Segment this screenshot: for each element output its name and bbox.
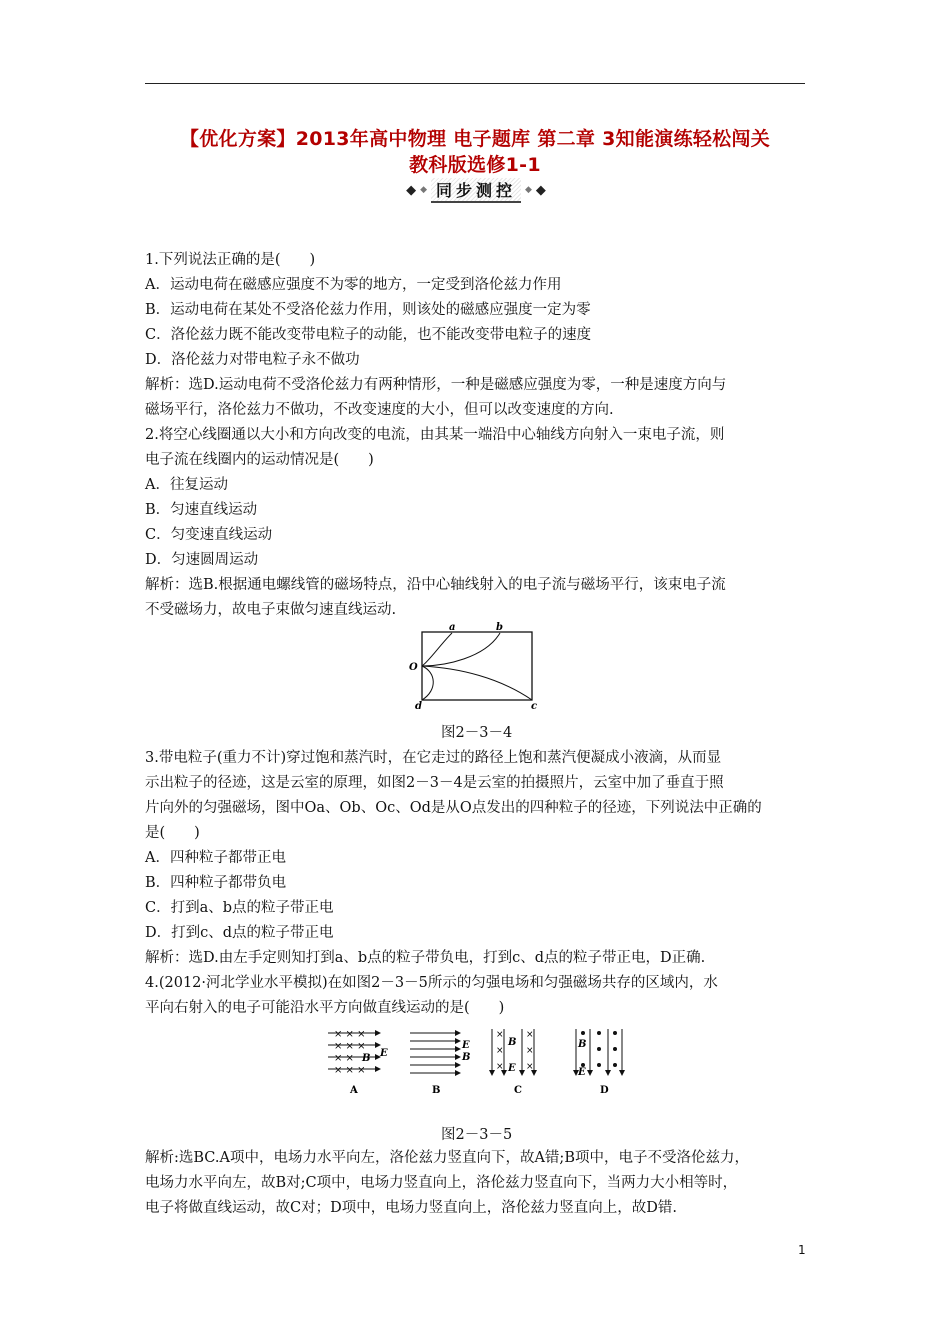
q1-option-b: B．运动电荷在某处不受洛伦兹力作用，则该处的磁感应强度一定为零 bbox=[145, 302, 591, 318]
page-number: 1 bbox=[798, 1243, 806, 1257]
q2-option-d: D．匀速圆周运动 bbox=[145, 552, 259, 568]
diamond-icon: ◆ bbox=[420, 185, 427, 195]
svg-text:× × ×: × × × bbox=[334, 1029, 366, 1040]
q1-option-a: A．运动电荷在磁感应强度不为零的地方，一定受到洛伦兹力作用 bbox=[145, 277, 562, 293]
figure-field-panels bbox=[320, 1025, 640, 1103]
track-oc bbox=[422, 666, 532, 700]
q4-analysis-cont2: 电子将做直线运动，故C对；D项中，电场力竖直向上，洛伦兹力竖直向上，故D错. bbox=[145, 1200, 677, 1216]
q3-analysis: 解析：选D.由左手定则知打到a、b点的粒子带负电，打到c、d点的粒子带正电，D正确. bbox=[145, 950, 706, 966]
svg-text:×: × bbox=[526, 1062, 534, 1072]
track-od bbox=[422, 666, 433, 700]
panel-a bbox=[328, 1029, 388, 1096]
q1-analysis-cont: 磁场平行，洛伦兹力不做功，不改变速度的大小，但可以改变速度的方向. bbox=[145, 402, 614, 418]
svg-text:× ×: × × bbox=[334, 1053, 354, 1064]
q3-option-d: D．打到c、d点的粒子带正电 bbox=[145, 925, 334, 941]
svg-text:× × ×: × × × bbox=[334, 1065, 366, 1076]
q2-option-b: B．匀速直线运动 bbox=[145, 502, 258, 518]
panel-a-b-label: B bbox=[362, 1053, 371, 1064]
q4-analysis-cont1: 电场力水平向左，故B对;C项中，电场力竖直向上，洛伦兹力竖直向下，当两力大小相等时， bbox=[145, 1175, 738, 1191]
document-title-line2: 教科版选修1-1 bbox=[409, 154, 541, 176]
track-oa bbox=[422, 633, 452, 666]
q2-option-a: A．往复运动 bbox=[145, 477, 228, 493]
label-o: O bbox=[409, 662, 418, 673]
q4-stem-cont: 平向右射入的电子可能沿水平方向做直线运动的是( ) bbox=[145, 1000, 505, 1016]
q2-option-c: C．匀变速直线运动 bbox=[145, 527, 273, 543]
track-ob bbox=[422, 633, 500, 666]
svg-text:×: × bbox=[496, 1030, 504, 1040]
panel-d-b-label: B bbox=[578, 1039, 587, 1050]
q3-option-a: A．四种粒子都带正电 bbox=[145, 850, 286, 866]
svg-text:×: × bbox=[496, 1062, 504, 1072]
q3-stem-cont1: 示出粒子的径迹，这是云室的原理，如图2－3－4是云室的拍摄照片，云室中加了垂直于照 bbox=[145, 775, 724, 791]
section-banner bbox=[378, 178, 574, 202]
q1-option-d: D．洛伦兹力对带电粒子永不做功 bbox=[145, 352, 360, 368]
svg-text:× × ×: × × × bbox=[334, 1041, 366, 1052]
panel-c-e-label: E bbox=[508, 1063, 516, 1074]
label-d: d bbox=[415, 701, 422, 712]
figure-cloud-chamber bbox=[400, 620, 550, 712]
q4-analysis: 解析:选BC.A项中，电场力水平向左，洛伦兹力竖直向下，故A错;B项中，电子不受洛伦兹力， bbox=[145, 1150, 749, 1166]
q2-stem-cont: 电子流在线圈内的运动情况是( ) bbox=[145, 452, 374, 468]
section-banner-label: 同步测控 bbox=[431, 178, 521, 203]
panel-a-e-label: E bbox=[380, 1048, 388, 1059]
panel-d bbox=[576, 1029, 622, 1096]
panel-b-b-label: B bbox=[462, 1052, 471, 1063]
diamond-icon: ◆ bbox=[406, 182, 417, 198]
q3-stem-cont3: 是( ) bbox=[145, 825, 200, 841]
panel-a-label: A bbox=[350, 1085, 358, 1096]
panel-c-b-label: B bbox=[508, 1037, 517, 1048]
svg-text:×: × bbox=[526, 1030, 534, 1040]
document-title-line1: 【优化方案】2013年高中物理 电子题库 第二章 3知能演练轻松闯关 bbox=[179, 128, 771, 150]
panel-d-e-label: E bbox=[578, 1067, 586, 1078]
panel-c bbox=[492, 1029, 534, 1096]
q1-option-c: C．洛伦兹力既不能改变带电粒子的动能，也不能改变带电粒子的速度 bbox=[145, 327, 592, 343]
diamond-icon: ◆ bbox=[525, 185, 532, 195]
label-a: a bbox=[449, 622, 456, 633]
panel-b bbox=[410, 1033, 470, 1096]
q1-stem: 1.下列说法正确的是( ) bbox=[145, 252, 316, 268]
q2-analysis: 解析：选B.根据通电螺线管的磁场特点，沿中心轴线射入的电子流与磁场平行，该束电子流 bbox=[145, 577, 726, 593]
q1-analysis: 解析：选D.运动电荷不受洛伦兹力有两种情形，一种是磁感应强度为零，一种是速度方向与 bbox=[145, 377, 727, 393]
diamond-icon: ◆ bbox=[535, 182, 546, 198]
q3-stem-cont2: 片向外的匀强磁场，图中Oa、Ob、Oc、Od是从O点发出的四种粒子的径迹，下列说法中正确的 bbox=[145, 800, 762, 816]
panel-b-label: B bbox=[432, 1085, 441, 1096]
q3-stem: 3.带电粒子(重力不计)穿过饱和蒸汽时，在它走过的路径上饱和蒸汽便凝成小液滴，从而显 bbox=[145, 750, 722, 766]
svg-text:×: × bbox=[496, 1046, 504, 1056]
svg-text:×: × bbox=[526, 1046, 534, 1056]
figure2-caption: 图2－3－5 bbox=[441, 1127, 513, 1143]
label-b: b bbox=[496, 622, 503, 633]
header-rule bbox=[145, 83, 805, 84]
q2-stem: 2.将空心线圈通以大小和方向改变的电流，由其某一端沿中心轴线方向射入一束电子流，则 bbox=[145, 427, 725, 443]
q4-stem: 4.(2012·河北学业水平模拟)在如图2－3－5所示的匀强电场和匀强磁场共存的区域内，水 bbox=[145, 975, 718, 991]
panel-c-label: C bbox=[514, 1085, 522, 1096]
label-c: c bbox=[531, 701, 538, 712]
figure1-caption: 图2－3－4 bbox=[441, 725, 513, 741]
panel-d-label: D bbox=[600, 1085, 609, 1096]
q3-option-c: C．打到a、b点的粒子带正电 bbox=[145, 900, 334, 916]
q2-analysis-cont: 不受磁场力，故电子束做匀速直线运动. bbox=[145, 602, 397, 618]
panel-b-e-label: E bbox=[462, 1040, 470, 1051]
q3-option-b: B．四种粒子都带负电 bbox=[145, 875, 287, 891]
